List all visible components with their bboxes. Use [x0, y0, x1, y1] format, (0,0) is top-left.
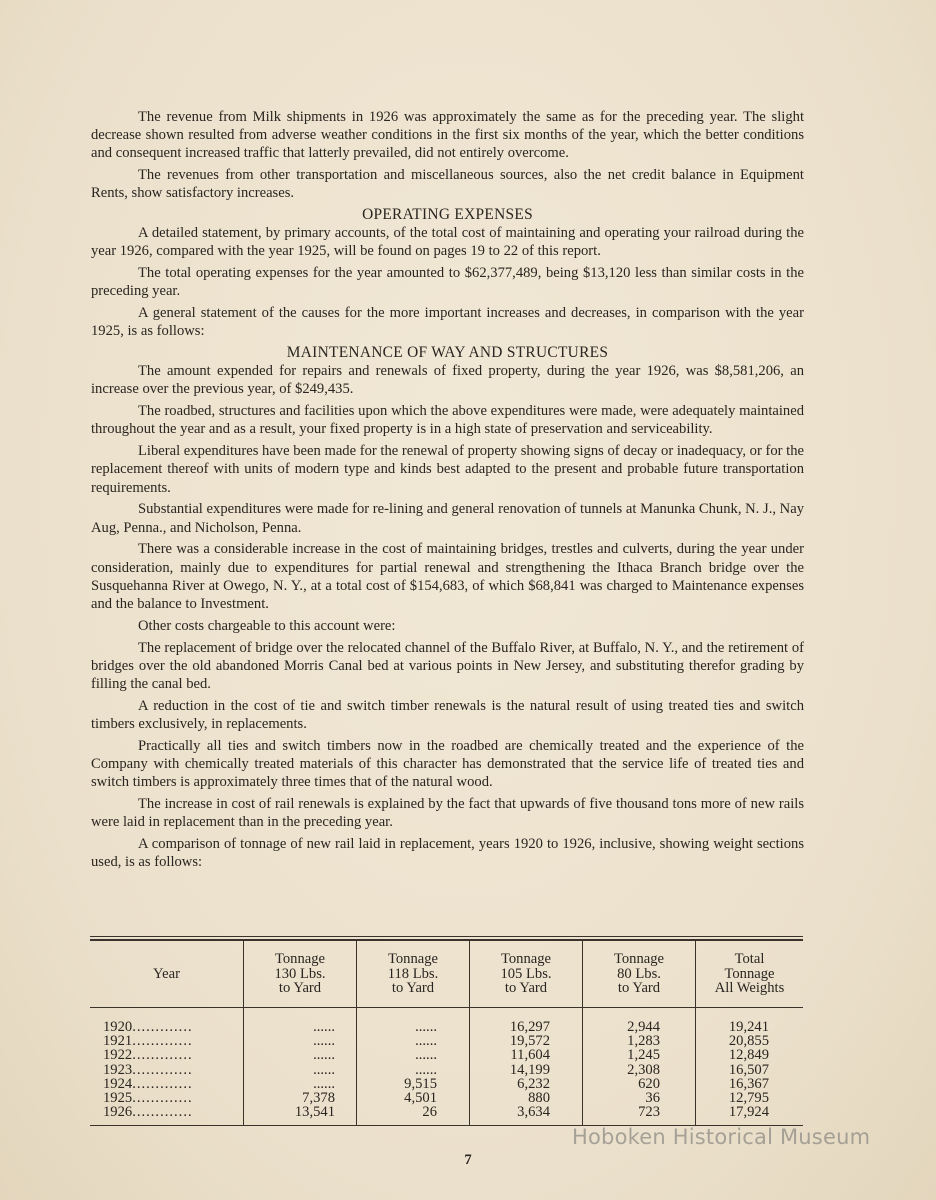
column-118-lbs	[357, 1008, 470, 1126]
paragraph-milk: The revenue from Milk shipments in 1926 was approximately the same as for the preceding year. The slight decrease shown resulted from adverse weather conditions in the first six months of the year, which the better conditions and consequent increased traffic that latterly prevailed, did not entirely overcome.	[91, 109, 804, 162]
year-cell: 1920.............	[103, 1019, 193, 1035]
table-cell-c105: 6,232	[517, 1075, 550, 1092]
paragraph-tunnels: Substantial expenditures were made for re-lining and general renovation of tunnels at Manunka Chunk, N. J., Nay Aug, Penna., and Nicholson, Penna.	[91, 501, 804, 536]
paragraph-buffalo-river: The replacement of bridge over the relocated channel of the Buffalo River, at Buffalo, N. Y., and the retirement of bridges over the old abandoned Morris Canal bed at various points in New Jersey, and substituting therefor grading by filling the canal bed.	[91, 639, 804, 693]
column-130-lbs	[244, 1008, 357, 1126]
paragraph-roadbed: The roadbed, structures and facilities upon which the above expenditures were made, were adequately maintained throughout the year and as a result, your fixed property is in a high state of preservation and serviceability.	[91, 403, 804, 438]
paragraph-tie-reduction: A reduction in the cost of tie and switch timber renewals is the natural result of using treated ties and switch timbers exclusively, in replacements.	[91, 697, 804, 733]
table-cell-c118: 9,515	[404, 1075, 437, 1092]
table-cell-c118: ......	[415, 1047, 437, 1064]
table-cell-c105: 880	[528, 1089, 550, 1106]
paragraph-comparison: A comparison of tonnage of new rail laid in replacement, years 1920 to 1926, inclusive, showing weight sections used, is as follows:	[91, 836, 804, 871]
column-105-lbs	[470, 1008, 583, 1126]
paragraph-rail-renewals: The increase in cost of rail renewals is explained by the fact that upwards of five thousand tons more of new rails were laid in replacement than in the preceding year.	[91, 796, 804, 831]
year-cell: 1926.............	[103, 1104, 193, 1121]
table-cell-c80: 620	[638, 1075, 660, 1092]
paragraph-other-costs: Other costs chargeable to this account were:	[138, 617, 396, 634]
table-cell-total: 20,855	[728, 1033, 769, 1050]
rail-tonnage-table	[90, 936, 803, 1126]
paragraph-liberal-expenditures: Liberal expenditures have been made for the renewal of property showing signs of decay or inadequacy, or for the replacement thereof with units of modern type and kinds best adapted to the present and probable future transportation requirements.	[91, 443, 804, 496]
table-cell-c80: 723	[638, 1104, 660, 1121]
paragraph-total-expenses: The total operating expenses for the year amounted to $62,377,489, being $13,120 less than similar costs in the preceding year.	[91, 265, 804, 300]
table-cell-c118: 4,501	[404, 1089, 437, 1106]
table-header-row	[90, 941, 803, 1008]
table-cell-c105: 11,604	[510, 1047, 550, 1064]
header-105-lbs: Tonnage 105 Lbs. to Yard	[470, 941, 583, 1008]
table-cell-c130: ......	[313, 1061, 335, 1078]
table-cell-c105: 16,297	[509, 1019, 550, 1035]
table-cell-total: 12,849	[728, 1047, 769, 1064]
year-cell: 1921.............	[103, 1033, 193, 1050]
header-130-lbs: Tonnage 130 Lbs. to Yard	[244, 941, 357, 1008]
table-cell-c118: ......	[415, 1061, 437, 1078]
page-number: 7	[464, 1152, 472, 1168]
paragraph-other-revenues: The revenues from other transportation and miscellaneous sources, also the net credit balance in Equipment Rents, show satisfactory increases.	[91, 167, 804, 202]
table-cell-c130: ......	[313, 1019, 335, 1035]
table-cell-total: 16,367	[728, 1075, 769, 1092]
year-cell: 1923.............	[103, 1061, 193, 1078]
table-cell-c80: 2,308	[627, 1061, 660, 1078]
table-cell-c130: 7,378	[302, 1089, 335, 1106]
table-cell-c130: ......	[313, 1075, 335, 1092]
table-cell-c80: 1,245	[627, 1047, 660, 1064]
table-cell-c130: ......	[313, 1047, 335, 1064]
header-year: Year	[90, 941, 244, 1008]
paragraph-amount-expended: The amount expended for repairs and renewals of fixed property, during the year 1926, was $8,581,206, an increase over the previous year, of $249,435.	[91, 363, 804, 398]
paragraph-treated-ties: Practically all ties and switch timbers now in the roadbed are chemically treated and the experience of the Company with chemically treated materials of this character has demonstrated that the service life of treated ties and switch timbers is approximately three times that of the natural wood.	[91, 737, 804, 791]
table-body	[90, 1008, 803, 1126]
header-118-lbs: Tonnage 118 Lbs. to Yard	[357, 941, 470, 1008]
table-cell-c105: 19,572	[509, 1033, 550, 1050]
header-80-lbs: Tonnage 80 Lbs. to Yard	[583, 941, 696, 1008]
year-cell: 1925.............	[103, 1089, 193, 1106]
paragraph-detailed-statement: A detailed statement, by primary accounts, of the total cost of maintaining and operating your railroad during the year 1926, compared with the year 1925, will be found on pages 19 to 22 of this report.	[91, 225, 804, 260]
table-cell-total: 16,507	[728, 1061, 769, 1078]
table-cell-c80: 36	[645, 1089, 660, 1106]
year-cell: 1922.............	[103, 1047, 193, 1064]
table-cell-c118: ......	[415, 1019, 437, 1035]
table-cell-total: 12,795	[728, 1089, 769, 1106]
column-80-lbs	[583, 1008, 696, 1126]
year-cell: 1924.............	[103, 1075, 193, 1092]
year-column	[90, 1008, 244, 1126]
table-cell-c105: 3,634	[517, 1104, 550, 1121]
column-total-tonnage	[696, 1008, 804, 1126]
museum-watermark: Hoboken Historical Museum	[572, 1125, 871, 1149]
table-cell-c130: ......	[313, 1033, 335, 1050]
table-cell-total: 19,241	[728, 1019, 769, 1035]
table-top-rule	[90, 936, 803, 937]
header-total-tonnage: Total Tonnage All Weights	[696, 941, 804, 1008]
table-cell-c130: 13,541	[294, 1104, 335, 1121]
paragraph-general-statement: A general statement of the causes for the more important increases and decreases, in comparison with the year 1925, is as follows:	[91, 305, 804, 340]
table-cell-c118: 26	[422, 1104, 437, 1121]
heading-operating-expenses: OPERATING EXPENSES	[362, 206, 533, 224]
table-cell-total: 17,924	[728, 1104, 769, 1121]
table-cell-c105: 14,199	[509, 1061, 550, 1078]
table-cell-c80: 1,283	[627, 1033, 660, 1050]
body-text	[91, 108, 804, 875]
heading-maintenance: MAINTENANCE OF WAY AND STRUCTURES	[286, 344, 609, 362]
paragraph-bridges: There was a considerable increase in the cost of maintaining bridges, trestles and culverts, during the year under consideration, mainly due to expenditures for partial renewal and strengthening the Ithaca Branch bridge over the Susquehanna River at Owego, N. Y., at a total cost of $154,683, of which $68,841 was charged to Maintenance expenses and the balance to Investment.	[91, 541, 804, 613]
table-cell-c118: ......	[415, 1033, 437, 1050]
table-cell-c80: 2,944	[627, 1019, 660, 1035]
